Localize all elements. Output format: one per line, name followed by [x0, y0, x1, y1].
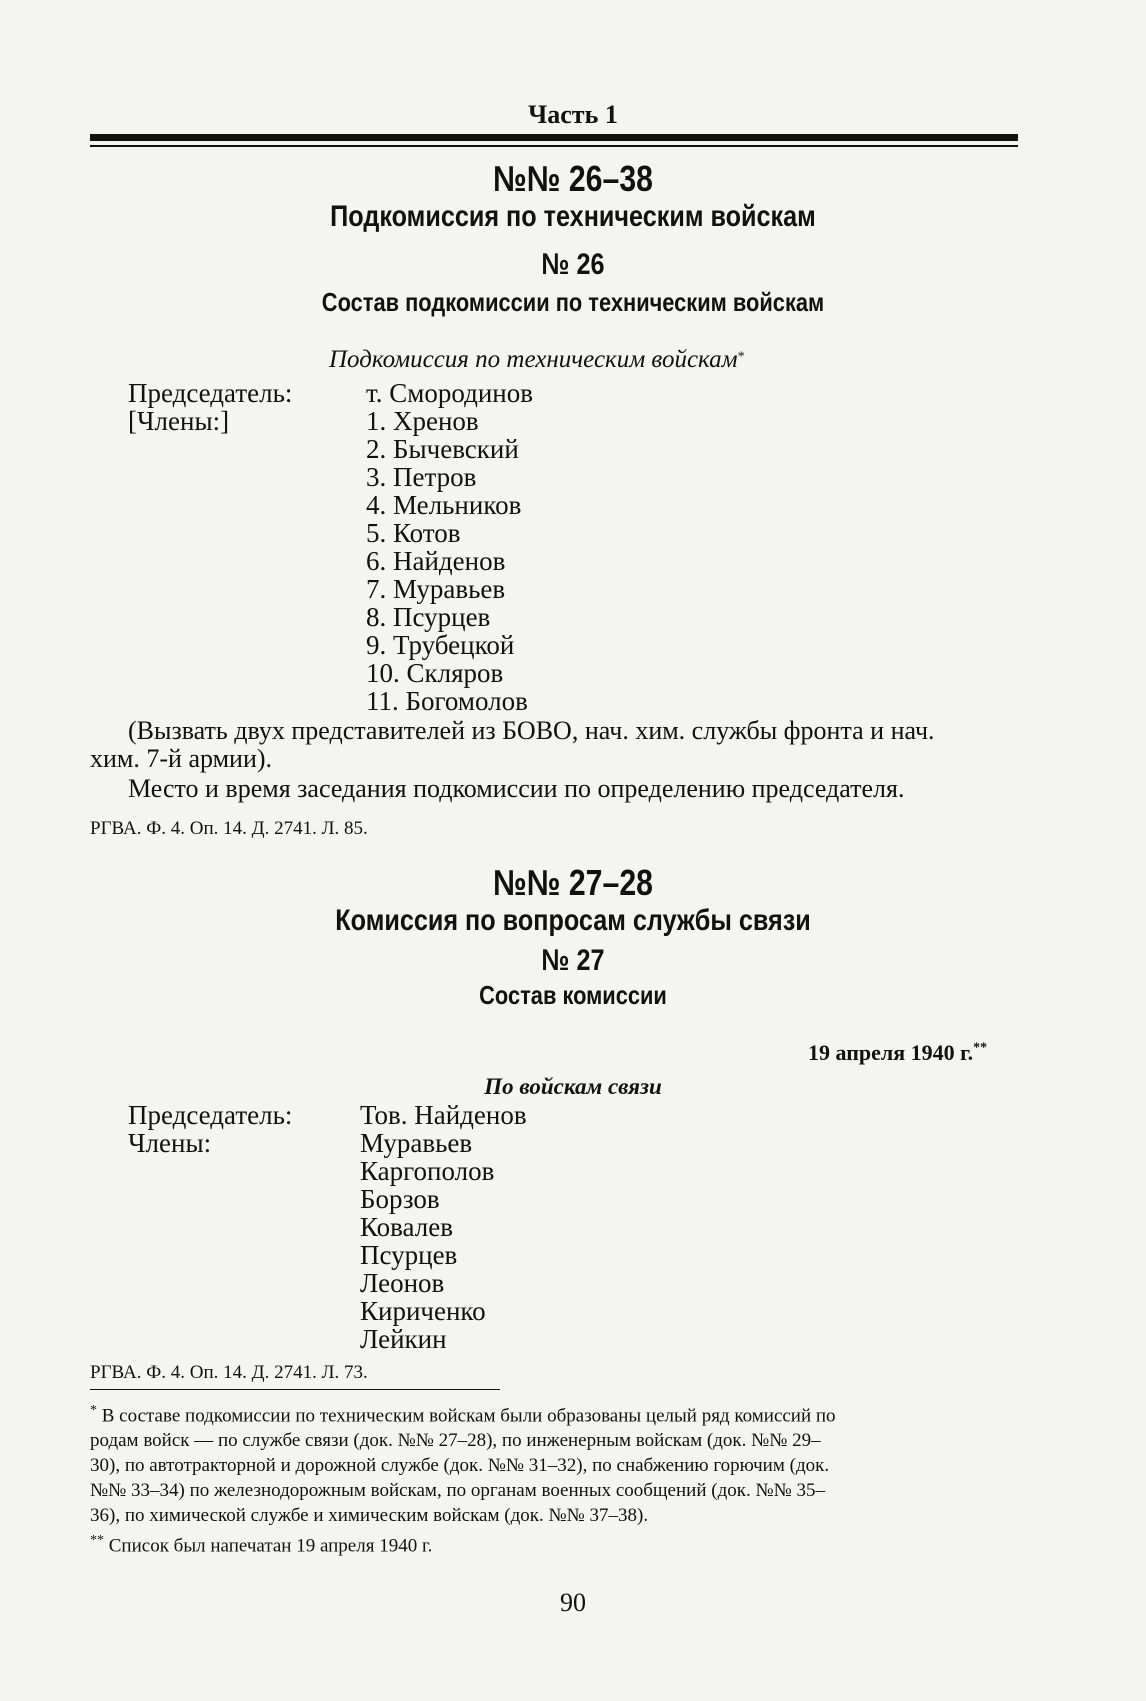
archive-source: РГВА. Ф. 4. Оп. 14. Д. 2741. Л. 85.	[90, 818, 368, 839]
running-head: Часть 1	[528, 100, 618, 129]
footnote-rule	[90, 1389, 500, 1390]
footnote-1-text: В составе подкомиссии по техническим войскам были образованы целый ряд комиссий по	[101, 1405, 836, 1427]
member-item: 3. Петров	[366, 462, 477, 492]
archive-source: РГВА. Ф. 4. Оп. 14. Д. 2741. Л. 73.	[90, 1362, 368, 1383]
doc-group-1-numbers: №№ 26–38	[493, 158, 653, 199]
member-item: 6. Найденов	[366, 546, 506, 576]
footnote-1-line: родам войск — по службе связи (док. №№ 27–28), по инженерным войскам (док. №№ 29–	[90, 1430, 821, 1452]
member-item: Муравьев	[360, 1128, 473, 1158]
doc-27-number-wrap	[0, 944, 1146, 978]
doc-group-2-numbers: №№ 27–28	[493, 862, 653, 903]
doc-27-subtitle-wrap	[0, 1074, 1146, 1100]
member-item: 10. Скляров	[366, 658, 504, 688]
members-label: Члены:	[128, 1128, 212, 1158]
doc-27-subtitle: По войскам связи	[484, 1074, 662, 1099]
doc-26-subtitle-wrap	[329, 346, 745, 374]
header-rule-thick	[90, 134, 1018, 141]
chairman-name: Тов. Найденов	[360, 1100, 527, 1130]
footnote-1-line: 36), по химической службе и химическим войскам (док. №№ 37–38).	[90, 1505, 649, 1527]
footnote-1-line	[90, 1398, 1020, 1428]
doc-27-date: 19 апреля 1940 г.	[808, 1040, 974, 1065]
footnote-1	[90, 1398, 1020, 1559]
member-item: 2. Бычевский	[366, 434, 519, 464]
member-item: Леонов	[360, 1268, 445, 1298]
member-item: Ковалев	[360, 1212, 453, 1242]
member-item: Кириченко	[360, 1296, 486, 1326]
doc-26-subtitle: Подкомиссия по техническим войскам	[329, 346, 738, 373]
member-item: 8. Псурцев	[366, 602, 491, 632]
doc-group-2-title: Комиссия по вопросам службы связи	[335, 904, 811, 937]
doc-26-title-wrap	[0, 287, 1146, 318]
page-number: 90	[560, 1588, 586, 1617]
footnote-2	[90, 1528, 1020, 1558]
chairman-label: Председатель:	[128, 378, 293, 408]
member-item: Лейкин	[360, 1324, 447, 1354]
chairman-name: т. Смородинов	[366, 378, 533, 408]
member-item: Борзов	[360, 1184, 440, 1214]
member-item: Псурцев	[360, 1240, 458, 1270]
member-item: 4. Мельников	[366, 490, 522, 520]
note-line-2: хим. 7-й армии).	[90, 744, 273, 773]
doc-27-title: Состав комиссии	[479, 980, 667, 1010]
doc-27-number: № 27	[541, 944, 605, 977]
footnote-2-mark: **	[90, 1533, 104, 1549]
footnote-1-line: №№ 33–34) по железнодорожным войскам, по органам военных сообщений (док. №№ 35–	[90, 1480, 825, 1502]
doc-group-1-title: Подкомиссия по техническим войскам	[330, 200, 816, 233]
member-item: 5. Котов	[366, 518, 461, 548]
members-label: [Члены:]	[128, 406, 230, 436]
footnote-2-text: Список был напечатан 19 апреля 1940 г.	[108, 1535, 433, 1557]
doc-group-2-title-wrap	[0, 904, 1146, 938]
doc-26-number-wrap	[0, 248, 1146, 282]
doc-26-number: № 26	[541, 248, 605, 281]
footnote-ref-2: **	[973, 1040, 988, 1056]
chairman-label: Председатель:	[128, 1100, 293, 1130]
footnote-1-line: 30), по автотракторной и дорожной службе (док. №№ 31–32), по снабжению горючим (док.	[90, 1455, 830, 1477]
member-item: 11. Богомолов	[366, 686, 528, 716]
place-time-note: Место и время заседания подкомиссии по определению председателя.	[128, 774, 905, 803]
doc-27-title-wrap	[0, 980, 1146, 1011]
doc-group-2-heading	[0, 862, 1146, 904]
member-item: 7. Муравьев	[366, 574, 506, 604]
doc-group-1-heading	[0, 158, 1146, 200]
doc-26-title: Состав подкомиссии по техническим войскам	[321, 287, 825, 317]
header-rule-thin	[90, 145, 1018, 147]
member-item: 1. Хренов	[366, 406, 479, 436]
member-item: Каргополов	[360, 1156, 495, 1186]
note-line-1: (Вызвать двух представителей из БОВО, нач. хим. службы фронта и нач.	[128, 716, 935, 745]
member-item: 9. Трубецкой	[366, 630, 515, 660]
footnote-ref-1: *	[737, 349, 745, 365]
doc-group-1-title-wrap	[0, 200, 1146, 234]
footnote-1-mark: *	[90, 1403, 97, 1418]
doc-27-date-wrap	[808, 1040, 987, 1066]
